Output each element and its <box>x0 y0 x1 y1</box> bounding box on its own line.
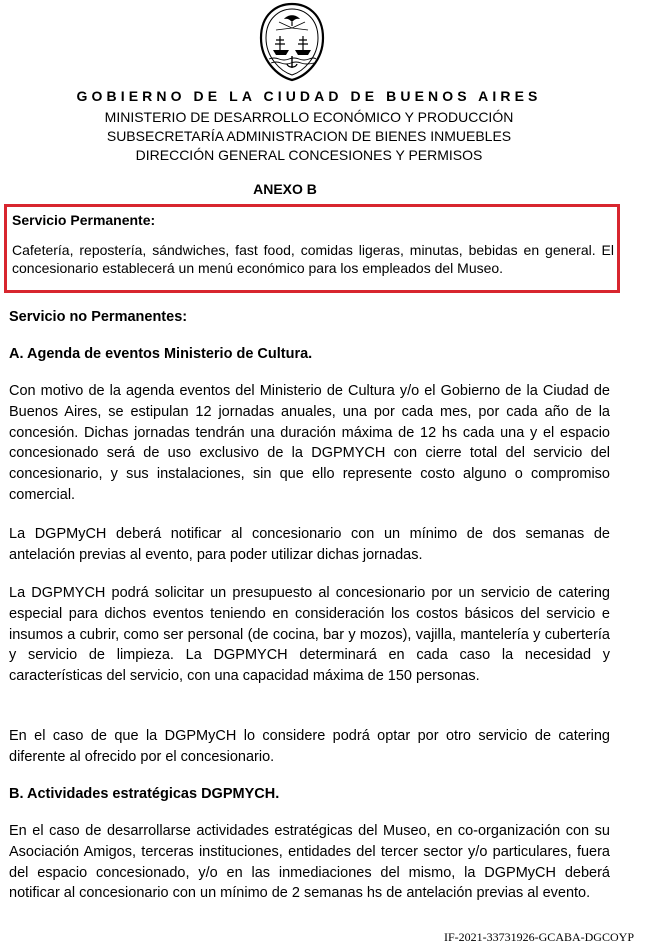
permanent-service-highlight-box <box>4 204 620 293</box>
section-b-paragraph-1: En el caso de desarrollarse actividades estratégicas del Museo, en co-organización con su Asociación Amigos, terceras instituciones, entidades del tercer sector y/o particulares, fuera del espacio concesionado, y/o en las inmediaciones del mismo, la DGPMyCH deberá notificar al concesionario con un mínimo de 2 semanas hs de antelación previas al evento. <box>9 823 610 902</box>
section-a-paragraph-2: La DGPMyCH deberá notificar al concesionario con un mínimo de dos semanas de antelación previas al evento, para poder utilizar dichas jornadas. <box>9 526 610 563</box>
section-a-title: A. Agenda de eventos Ministerio de Cultura. <box>9 346 313 362</box>
permanent-service-title: Servicio Permanente: <box>12 212 156 228</box>
section-a-paragraph-1: Con motivo de la agenda eventos del Ministerio de Cultura y/o el Gobierno de la Ciudad de Buenos Aires, se estipulan 12 jornadas anuales, una por cada mes, por cada año de la concesión. Dichas jornadas tendrán una duración máxima de 12 hs cada una y el espacio concesionado será de uso exclusivo de la DGPMYCH con cierre total del servicio del concesionario, y sus instalaciones, sin que ello represente costo alguno o compromiso comercial. <box>9 383 610 503</box>
non-permanent-service-title: Servicio no Permanentes: <box>9 309 188 325</box>
buenos-aires-coat-of-arms-icon <box>259 2 325 82</box>
government-title: GOBIERNO DE LA CIUDAD DE BUENOS AIRES <box>76 88 542 104</box>
section-a-paragraph-3: La DGPMYCH podrá solicitar un presupuesto al concesionario por un servicio de catering especial para dichos eventos teniendo en consideración los costos básicos del servicio e insumos a cubrir, como ser personal (de cocina, bar y mozos), vajilla, mantelería y cubertería y servicio de limpieza. La DGPMYCH determinará en cada caso la necesidad y características del servicio, con una capacidad máxima de 150 personas. <box>9 585 610 685</box>
section-a-paragraph-4: En el caso de que la DGPMyCH lo considere podrá optar por otro servicio de catering diferente al ofrecido por el concesionario. <box>9 728 610 765</box>
ministry-line: MINISTERIO DE DESARROLLO ECONÓMICO Y PRODUCCIÓN <box>104 109 514 125</box>
subsecretariat-line: SUBSECRETARÍA ADMINISTRACION DE BIENES INMUEBLES <box>106 128 512 144</box>
annex-title: ANEXO B <box>253 181 317 197</box>
permanent-service-body: Cafetería, repostería, sándwiches, fast food, comidas ligeras, minutas, bebidas en general. El concesionario establecerá un menú económico para los empleados del Museo. <box>12 242 614 276</box>
section-b-title: B. Actividades estratégicas DGPMYCH. <box>9 786 280 802</box>
directorate-line: DIRECCIÓN GENERAL CONCESIONES Y PERMISOS <box>135 147 483 163</box>
document-id: IF-2021-33731926-GCABA-DGCOYP <box>443 930 634 944</box>
